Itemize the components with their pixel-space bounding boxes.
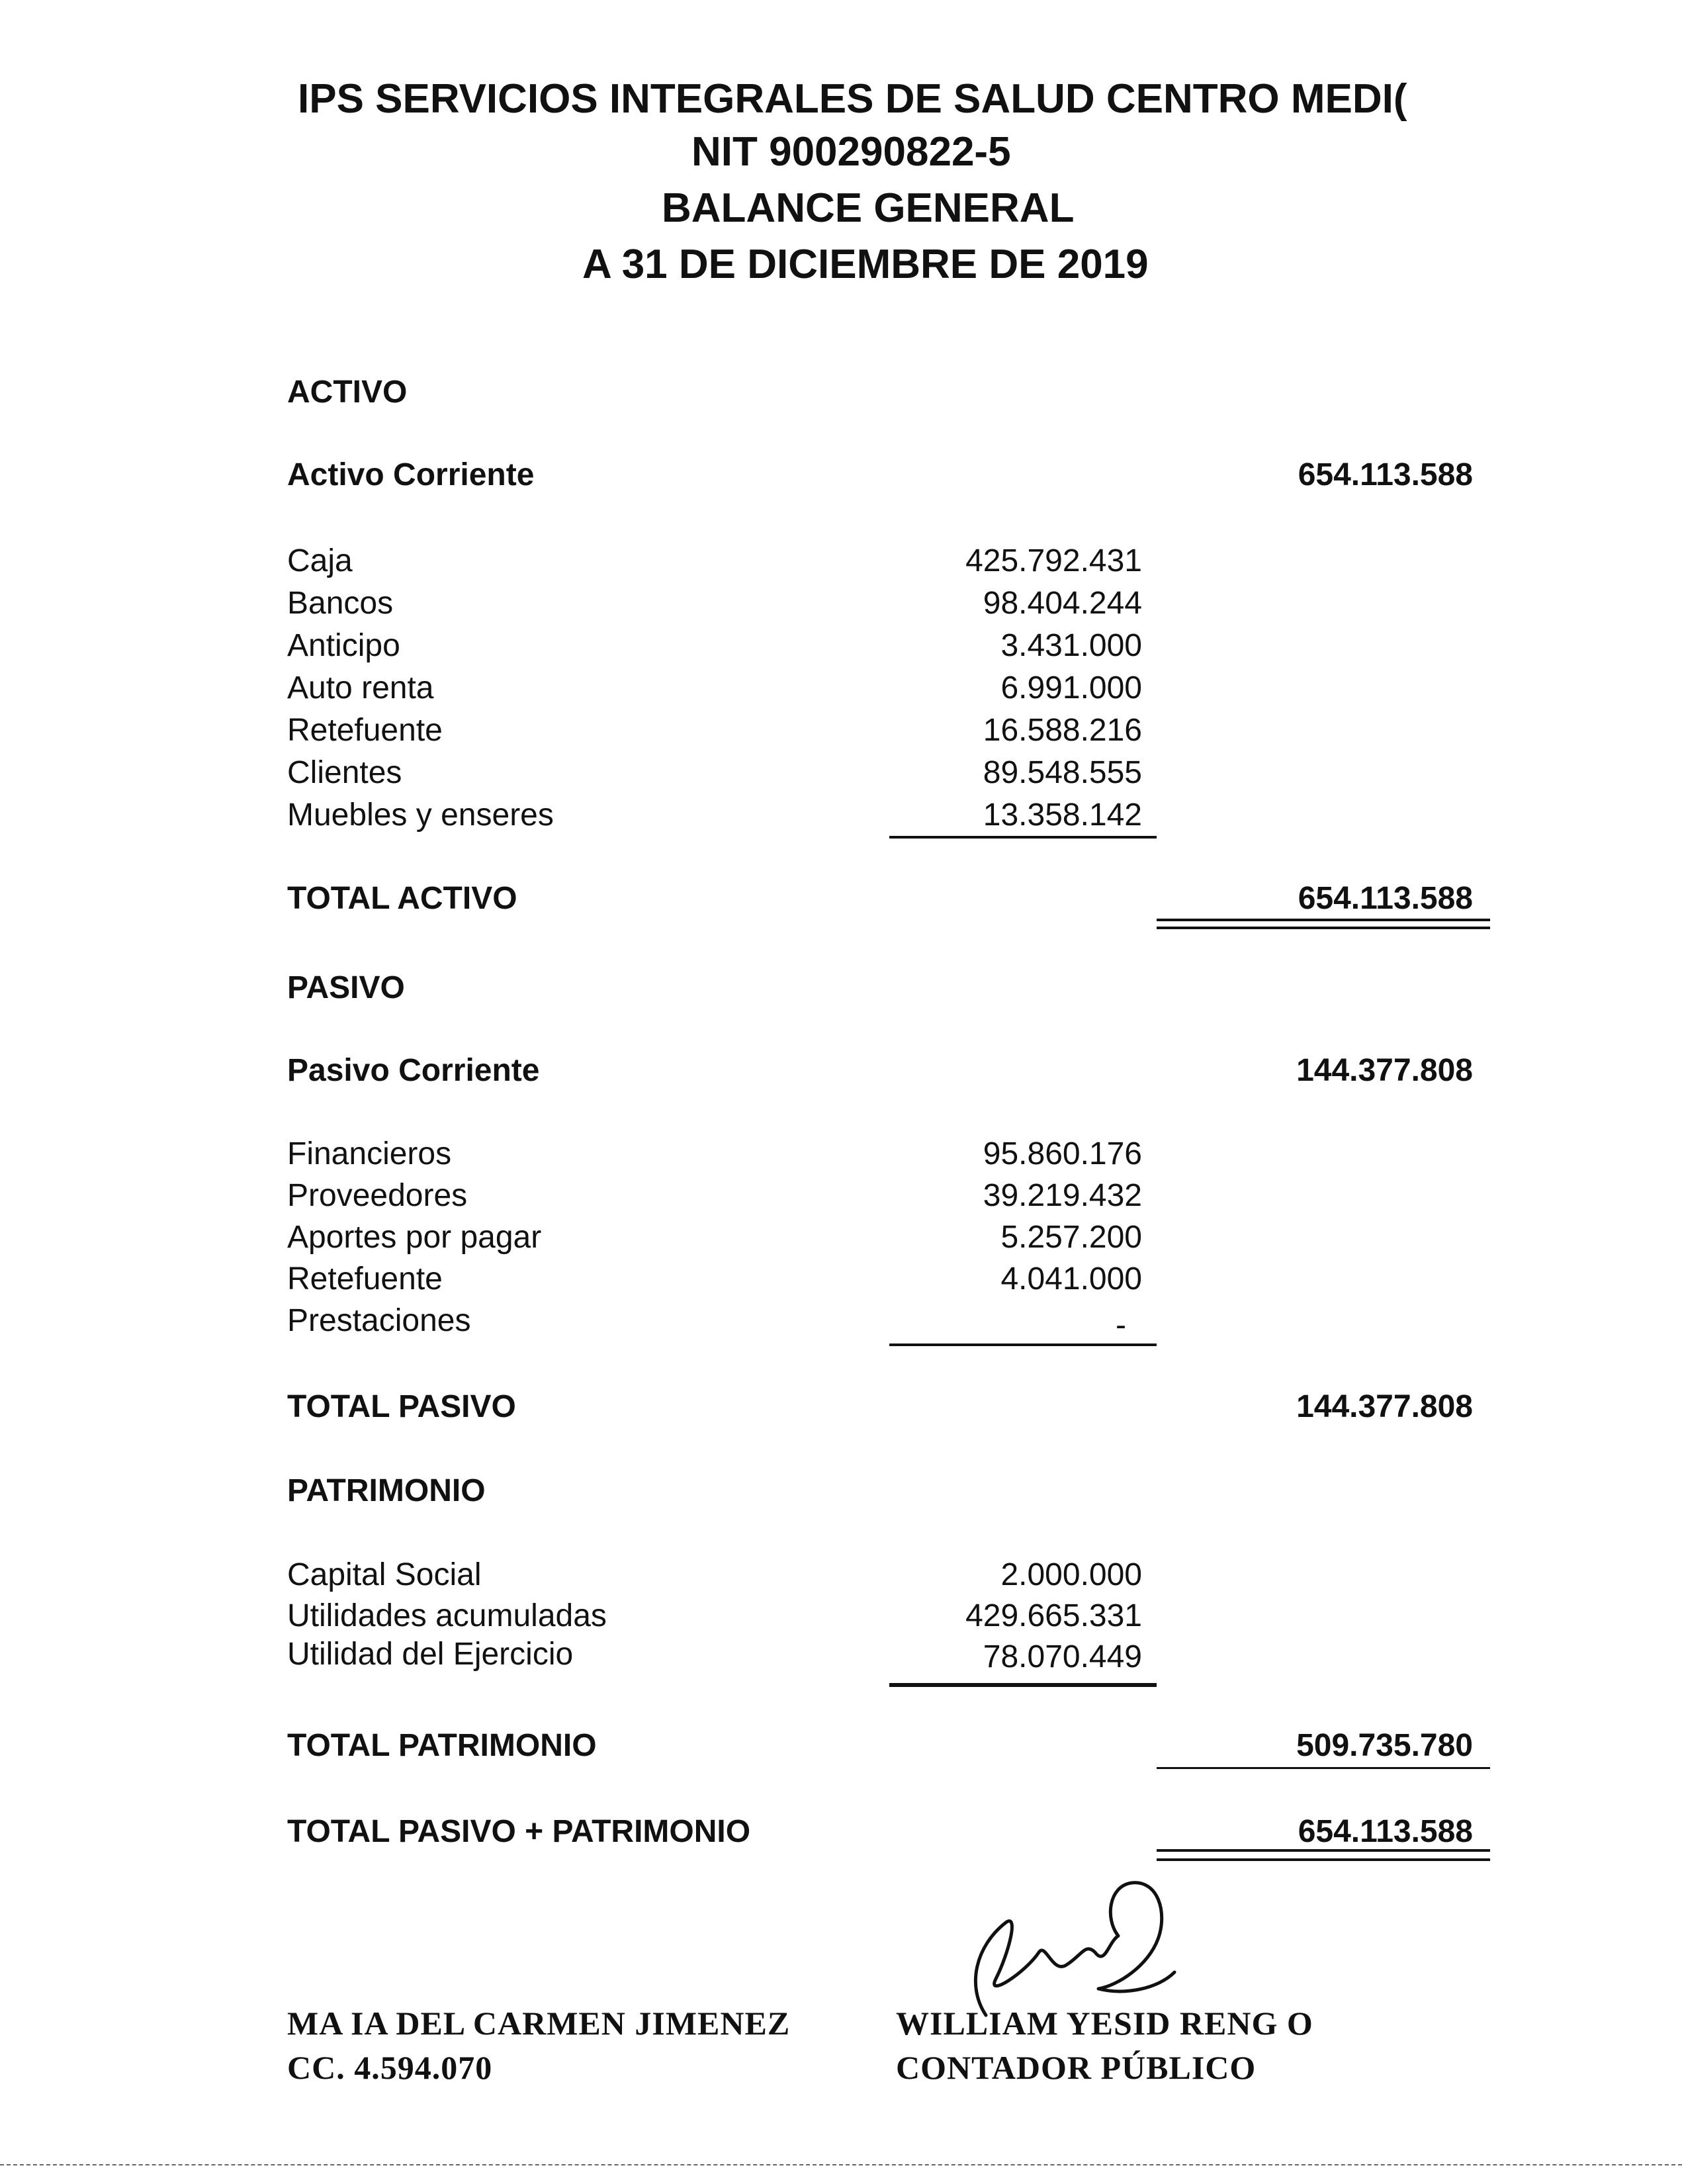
grand-total-label: TOTAL PASIVO + PATRIMONIO	[287, 1814, 751, 1849]
total-patrimonio-value: 509.735.780	[1296, 1728, 1473, 1763]
total-patrimonio-rule	[1157, 1767, 1490, 1769]
activo-item-value: 425.792.431	[965, 543, 1142, 578]
grand-total-rule-1	[1157, 1849, 1490, 1852]
left-signatory-id: CC. 4.594.070	[287, 2049, 493, 2086]
signature-scribble	[940, 1873, 1191, 2025]
total-activo-rule-2	[1157, 927, 1490, 929]
patrimonio-heading: PATRIMONIO	[287, 1473, 486, 1508]
pasivo-item-label: Prestaciones	[287, 1303, 471, 1338]
pasivo-heading: PASIVO	[287, 970, 405, 1005]
total-pasivo-label: TOTAL PASIVO	[287, 1389, 516, 1424]
activo-subtotal-rule	[889, 836, 1157, 839]
activo-item-label: Bancos	[287, 586, 394, 621]
total-patrimonio-label: TOTAL PATRIMONIO	[287, 1728, 597, 1763]
page-bottom-edge	[0, 2164, 1682, 2167]
pasivo-item-label: Proveedores	[287, 1178, 468, 1213]
patrimonio-subtotal-rule	[889, 1683, 1157, 1687]
patrimonio-item-value: 429.665.331	[965, 1598, 1142, 1633]
activo-corriente-total: 654.113.588	[1298, 457, 1473, 492]
activo-heading: ACTIVO	[287, 375, 408, 410]
activo-item-value: 16.588.216	[983, 713, 1142, 748]
total-activo-label: TOTAL ACTIVO	[287, 881, 517, 916]
pasivo-item-value: 39.219.432	[983, 1178, 1142, 1213]
activo-item-value: 98.404.244	[983, 586, 1142, 621]
pasivo-subtotal-rule	[889, 1343, 1157, 1346]
patrimonio-item-label: Utilidades acumuladas	[287, 1598, 607, 1633]
activo-item-label: Retefuente	[287, 713, 443, 748]
right-signatory-title: CONTADOR PÚBLICO	[896, 2049, 1257, 2086]
grand-total-rule-2	[1157, 1858, 1490, 1861]
patrimonio-item-label: Utilidad del Ejercicio	[287, 1637, 574, 1672]
pasivo-item-value: -	[1116, 1308, 1126, 1343]
patrimonio-item-value: 78.070.449	[983, 1639, 1142, 1674]
activo-item-value: 89.548.555	[983, 755, 1142, 790]
company-name: IPS SERVICIOS INTEGRALES DE SALUD CENTRO MEDI(	[298, 76, 1407, 122]
total-activo-value: 654.113.588	[1298, 881, 1473, 916]
left-signatory-name: MA IA DEL CARMEN JIMENEZ	[287, 2005, 791, 2042]
pasivo-item-value: 5.257.200	[1000, 1220, 1142, 1255]
report-title: BALANCE GENERAL	[662, 185, 1075, 231]
pasivo-corriente-total: 144.377.808	[1296, 1053, 1473, 1088]
patrimonio-item-value: 2.000.000	[1000, 1557, 1142, 1592]
pasivo-item-value: 4.041.000	[1000, 1261, 1142, 1297]
grand-total-value: 654.113.588	[1298, 1814, 1473, 1849]
total-pasivo-value: 144.377.808	[1296, 1389, 1473, 1424]
activo-item-value: 6.991.000	[1000, 670, 1142, 705]
report-date: A 31 DE DICIEMBRE DE 2019	[582, 242, 1149, 287]
total-activo-rule-1	[1157, 919, 1490, 921]
pasivo-item-value: 95.860.176	[983, 1136, 1142, 1171]
activo-corriente-label: Activo Corriente	[287, 457, 535, 492]
activo-item-value: 13.358.142	[983, 797, 1142, 833]
activo-item-label: Caja	[287, 543, 353, 578]
activo-item-label: Auto renta	[287, 670, 434, 705]
activo-item-value: 3.431.000	[1000, 628, 1142, 663]
pasivo-item-label: Aportes por pagar	[287, 1220, 542, 1255]
activo-item-label: Muebles y enseres	[287, 797, 554, 833]
pasivo-item-label: Financieros	[287, 1136, 452, 1171]
pasivo-corriente-label: Pasivo Corriente	[287, 1053, 540, 1088]
pasivo-item-label: Retefuente	[287, 1261, 443, 1297]
patrimonio-item-label: Capital Social	[287, 1557, 482, 1592]
activo-item-label: Anticipo	[287, 628, 400, 663]
activo-item-label: Clientes	[287, 755, 402, 790]
company-nit: NIT 900290822-5	[691, 129, 1011, 175]
right-signatory-name: WILLIAM YESID RENG O	[896, 2005, 1313, 2042]
